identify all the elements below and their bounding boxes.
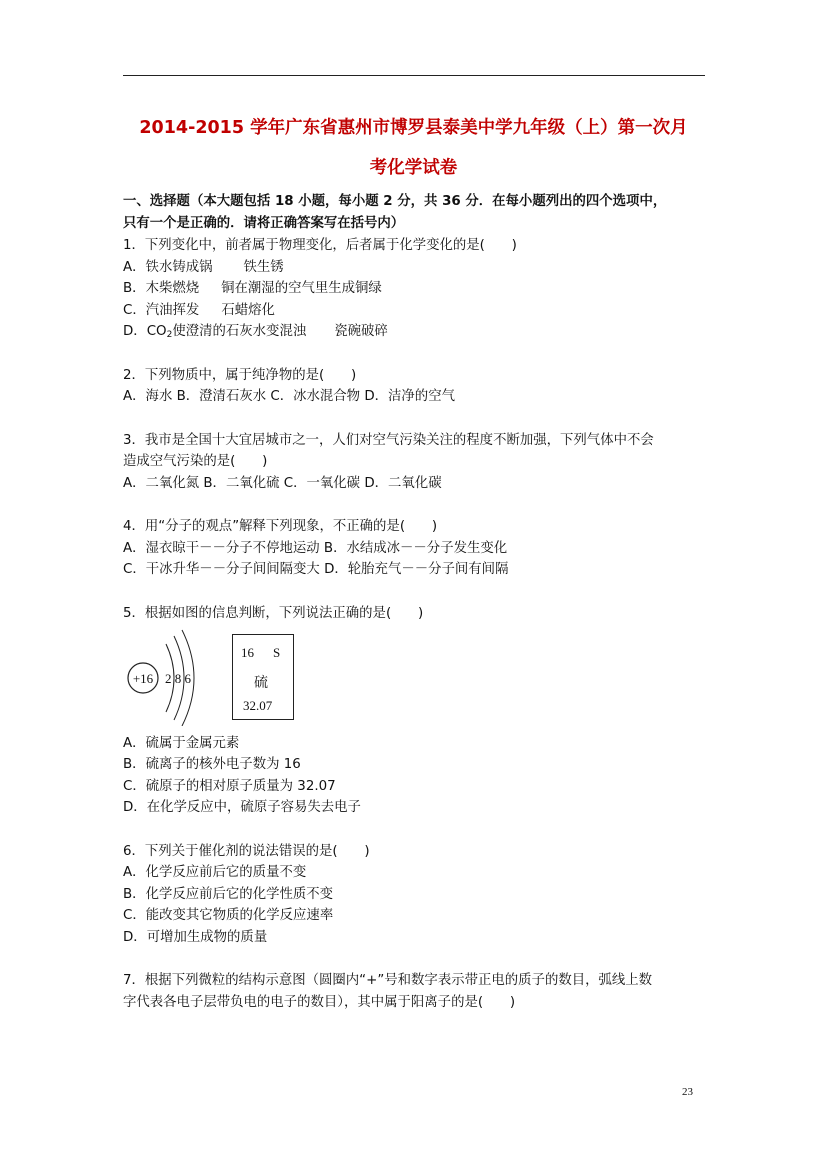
- q6-option-c: C．能改变其它物质的化学反应速率: [123, 908, 334, 923]
- q3-options: A．二氧化氮 B．二氧化硫 C．一氧化碳 D．二氧化碳: [123, 476, 442, 491]
- q4-options-ab: A．湿衣晾干－－分子不停地运动 B．水结成冰－－分子发生变化: [123, 541, 508, 556]
- q2-stem: 2．下列物质中，属于纯净物的是( ): [123, 368, 357, 383]
- section-heading-line1: 一、选择题（本大题包括 18 小题，每小题 2 分，共 36 分．在每小题列出的四个选项中，: [123, 194, 667, 209]
- q1-option-a-left: A．铁水铸成锅: [123, 260, 213, 275]
- q7-stem-line2: 字代表各电子层带负电的电子的数目），其中属于阳离子的是( ): [123, 995, 516, 1010]
- atomic-mass: 32.07: [243, 698, 273, 713]
- q5-stem: 5．根据如图的信息判断，下列说法正确的是( ): [123, 606, 424, 621]
- atomic-number: 16: [241, 645, 254, 660]
- q1-option-c: [123, 299, 275, 318]
- q4-stem: 4．用“分子的观点”解释下列现象，不正确的是( ): [123, 519, 438, 534]
- q1-option-b: [123, 277, 382, 296]
- q4-options-cd: C．干冰升华－－分子间间隔变大 D．轮胎充气－－分子间有间隔: [123, 562, 509, 577]
- q3-stem-line1: 3．我市是全国十大宜居城市之一，人们对空气污染关注的程度不断加强，下列气体中不会: [123, 433, 654, 448]
- page-number: 23: [682, 1086, 693, 1098]
- q1-option-c-left: C．汽油挥发: [123, 303, 200, 318]
- q1-option-d-right: 瓷碗破碎: [334, 324, 388, 339]
- q7-stem-line1: 7．根据下列微粒的结构示意图（圆圈内“+”号和数字表示带正电的质子的数目，弧线上数: [123, 973, 653, 988]
- element-name: 硫: [254, 675, 268, 691]
- section-heading-line2: 只有一个是正确的．请将正确答案写在括号内）: [123, 216, 405, 231]
- header-rule: [123, 75, 705, 76]
- q5-option-b: B．硫离子的核外电子数为 16: [123, 757, 301, 772]
- q1-option-d: [123, 320, 388, 340]
- q6-stem: 6．下列关于催化剂的说法错误的是( ): [123, 844, 370, 859]
- document-title-line1: 2014-2015 学年广东省惠州市博罗县泰美中学九年级（上）第一次月: [139, 118, 688, 138]
- q1-option-a: [123, 256, 284, 275]
- q1-option-d-left: 使澄清的石灰水变混浊: [172, 324, 307, 339]
- q2-options: A．海水 B．澄清石灰水 C．冰水混合物 D．洁净的空气: [123, 389, 455, 404]
- q6-option-a: A．化学反应前后它的质量不变: [123, 865, 307, 880]
- q1-option-c-right: 石蜡熔化: [221, 303, 275, 318]
- q5-option-c: C．硫原子的相对原子质量为 32.07: [123, 779, 336, 794]
- q3-stem-line2: 造成空气污染的是( ): [123, 454, 268, 469]
- nucleus-charge: +16: [132, 671, 154, 686]
- q1-option-b-right: 铜在潮湿的空气里生成铜绿: [221, 281, 382, 296]
- q5-option-a: A．硫属于金属元素: [123, 736, 240, 751]
- q1-option-b-left: B．木柴燃烧: [123, 281, 200, 296]
- q1-option-d-prefix: D．CO: [123, 324, 167, 339]
- q6-option-b: B．化学反应前后它的化学性质不变: [123, 887, 334, 902]
- q6-option-d: D．可增加生成物的质量: [123, 930, 268, 945]
- sulfur-element-card: [232, 634, 294, 720]
- document-title-line2: 考化学试卷: [369, 158, 458, 178]
- electron-counts: 2 8 6: [165, 671, 191, 686]
- element-symbol: S: [273, 645, 281, 660]
- q1-stem: 1．下列变化中，前者属于物理变化，后者属于化学变化的是( ): [123, 238, 517, 253]
- q1-option-a-right: 铁生锈: [243, 260, 284, 275]
- q1-option-d-subscript: 2: [166, 330, 173, 340]
- q5-option-d: D．在化学反应中，硫原子容易失去电子: [123, 800, 361, 815]
